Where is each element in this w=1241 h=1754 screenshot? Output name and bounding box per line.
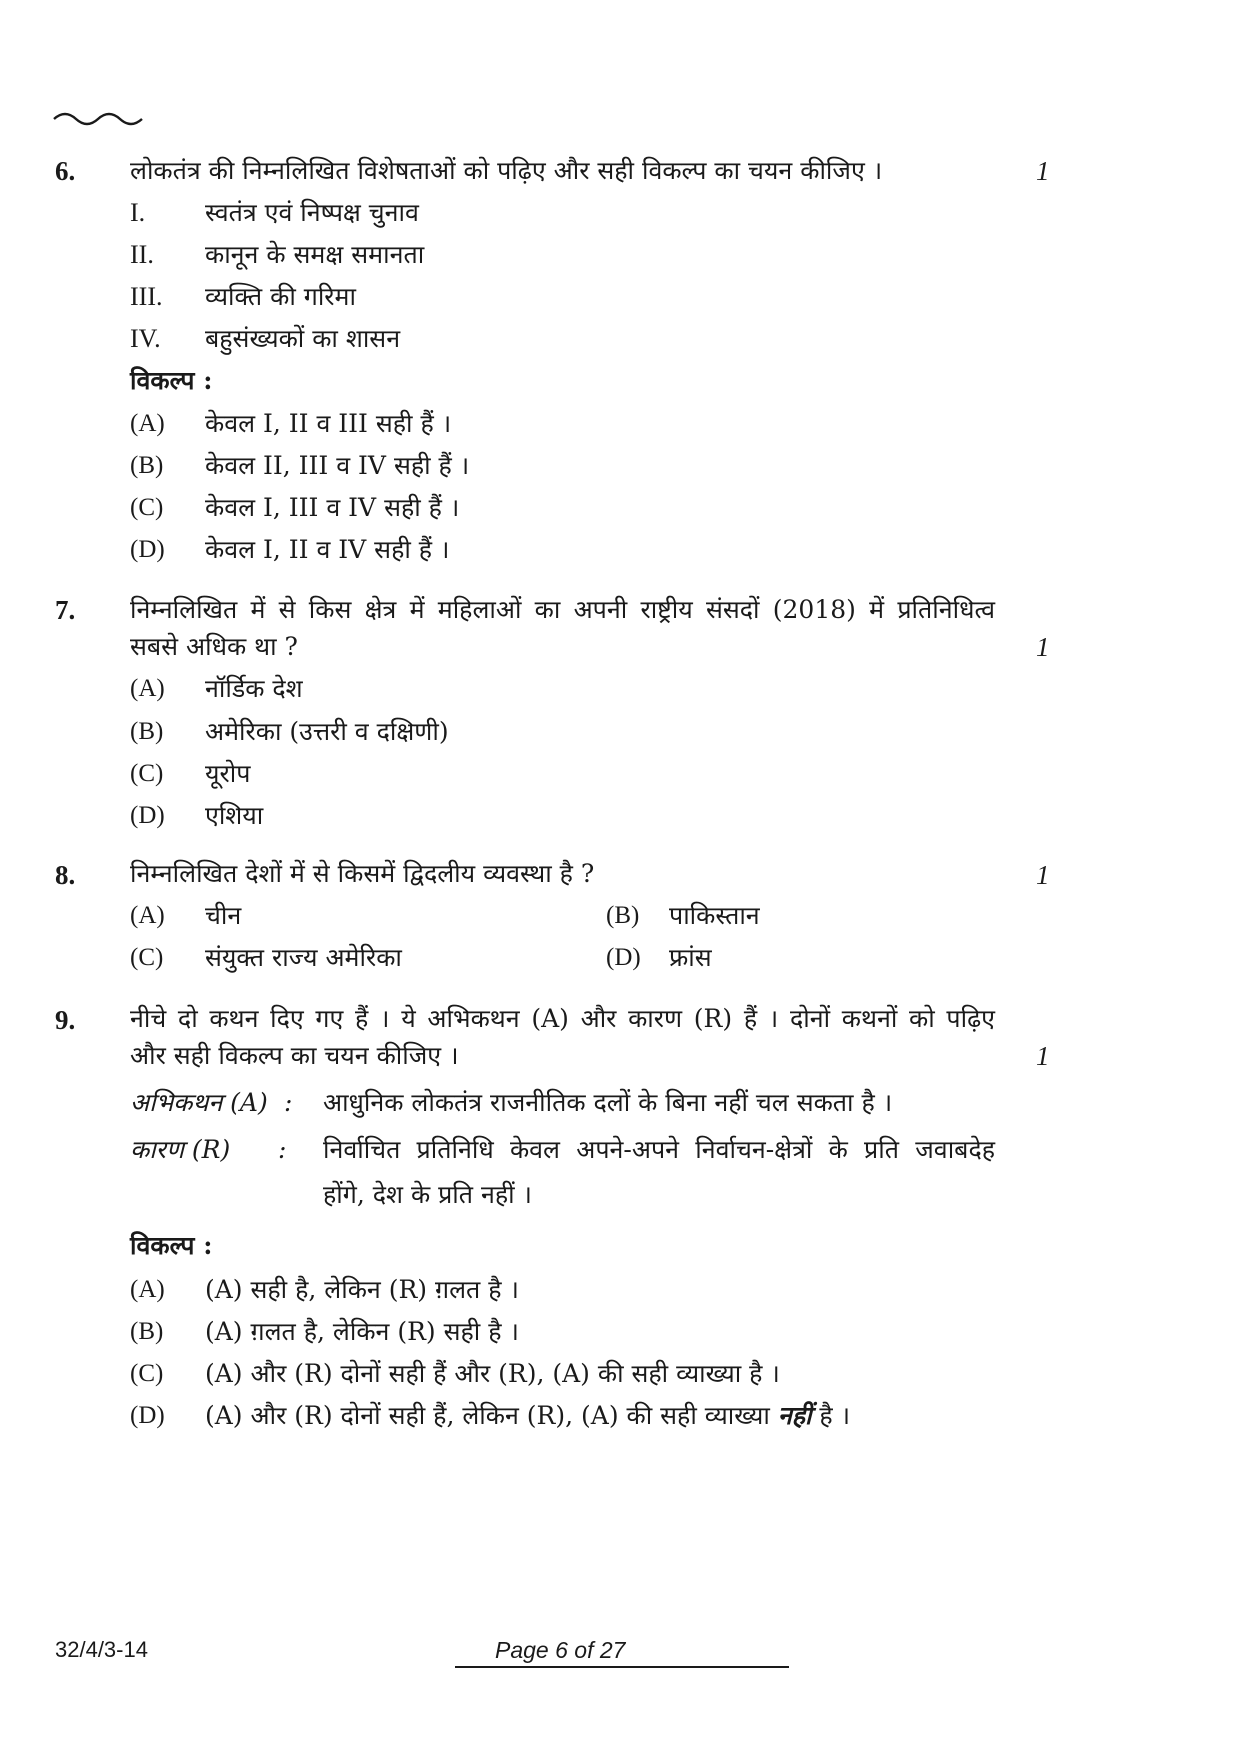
option-text-part: (A) और (R) दोनों सही हैं, लेकिन (R), (A) की सही व्याख्या	[205, 1401, 770, 1430]
option-text: फ्रांस	[669, 943, 712, 972]
statement-label: I.	[130, 198, 146, 227]
question-text-line: सबसे अधिक था ?	[130, 632, 298, 661]
question-marks: 1	[1036, 860, 1050, 890]
option-text: (A) सही है, लेकिन (R) ग़लत है ।	[205, 1275, 519, 1304]
option-text: संयुक्त राज्य अमेरिका	[205, 943, 402, 972]
option-text: केवल I, II व III सही हैं ।	[205, 409, 452, 438]
option-label: (A)	[130, 1276, 165, 1303]
statement-text: बहुसंख्यकों का शासन	[205, 324, 401, 353]
statement-label: II.	[130, 240, 154, 269]
question-text-line: नीचे दो कथन दिए गए हैं । ये अभिकथन (A) और कारण (R) हैं । दोनों कथनों को पढ़िए	[130, 1004, 995, 1033]
tilde-wave-icon	[52, 108, 144, 130]
footer-rule	[455, 1666, 789, 1668]
option-label: (A)	[130, 410, 165, 437]
option-label: (D)	[130, 536, 165, 563]
option-text: केवल I, II व IV सही हैं ।	[205, 535, 450, 564]
option-label: (B)	[606, 902, 640, 929]
reason-label: कारण (R)	[130, 1135, 231, 1164]
option-label: (C)	[130, 494, 164, 521]
option-label: (C)	[130, 1360, 164, 1387]
question-number: 6.	[55, 156, 76, 186]
paper-code: 32/4/3-14	[55, 1637, 148, 1662]
question-text-line: निम्नलिखित में से किस क्षेत्र में महिलाओं का अपनी राष्ट्रीय संसदों (2018) में प्रतिनिधित्व	[130, 595, 995, 624]
statement-text: व्यक्ति की गरिमा	[205, 282, 356, 311]
question-text: लोकतंत्र की निम्नलिखित विशेषताओं को पढ़िए और सही विकल्प का चयन कीजिए ।	[130, 156, 883, 185]
question-marks: 1	[1036, 156, 1050, 186]
reason-text-line: होंगे, देश के प्रति नहीं ।	[323, 1180, 533, 1209]
question-text-line: और सही विकल्प का चयन कीजिए ।	[130, 1041, 459, 1070]
option-label: (A)	[130, 675, 165, 702]
option-text: यूरोप	[205, 759, 251, 788]
assertion-colon: :	[284, 1088, 293, 1117]
option-label: (D)	[606, 944, 641, 971]
question-marks: 1	[1036, 632, 1050, 662]
option-label: (B)	[130, 452, 164, 479]
statement-text: कानून के समक्ष समानता	[205, 240, 425, 269]
statement-label: III.	[130, 282, 163, 311]
option-text: चीन	[205, 901, 242, 930]
options-heading: विकल्प :	[130, 1231, 213, 1260]
option-label: (C)	[130, 760, 164, 787]
option-text-part: है ।	[819, 1401, 851, 1430]
question-number: 8.	[55, 860, 76, 890]
option-label: (D)	[130, 1402, 165, 1429]
option-text: (A) और (R) दोनों सही हैं और (R), (A) की सही व्याख्या है ।	[205, 1359, 780, 1388]
question-number: 9.	[55, 1005, 76, 1035]
option-label: (C)	[130, 944, 164, 971]
reason-colon: :	[278, 1135, 287, 1164]
option-text	[205, 1399, 850, 1433]
option-text: एशिया	[205, 801, 264, 830]
assertion-text: आधुनिक लोकतंत्र राजनीतिक दलों के बिना नहीं चल सकता है ।	[323, 1088, 893, 1117]
option-label: (B)	[130, 1318, 164, 1345]
question-number: 7.	[55, 595, 76, 625]
option-label: (B)	[130, 718, 164, 745]
page-number: Page 6 of 27	[495, 1637, 626, 1663]
option-text: केवल I, III व IV सही हैं ।	[205, 493, 460, 522]
option-text: (A) ग़लत है, लेकिन (R) सही है ।	[205, 1317, 519, 1346]
option-label: (D)	[130, 802, 165, 829]
assertion-label: अभिकथन (A)	[130, 1088, 268, 1117]
question-marks: 1	[1036, 1041, 1050, 1071]
reason-text-line: निर्वाचित प्रतिनिधि केवल अपने-अपने निर्वाचन-क्षेत्रों के प्रति जवाबदेह	[323, 1135, 995, 1164]
option-text: केवल II, III व IV सही हैं ।	[205, 451, 470, 480]
option-text: अमेरिका (उत्तरी व दक्षिणी)	[205, 717, 449, 746]
option-text: पाकिस्तान	[669, 901, 760, 930]
question-text: निम्नलिखित देशों में से किसमें द्विदलीय व्यवस्था है ?	[130, 859, 595, 888]
statement-text: स्वतंत्र एवं निष्पक्ष चुनाव	[205, 198, 419, 227]
option-text: नॉर्डिक देश	[205, 674, 303, 703]
option-label: (A)	[130, 902, 165, 929]
statement-label: IV.	[130, 324, 161, 353]
options-heading: विकल्प :	[130, 366, 213, 395]
option-text-emphasis: नहीं	[777, 1401, 812, 1430]
